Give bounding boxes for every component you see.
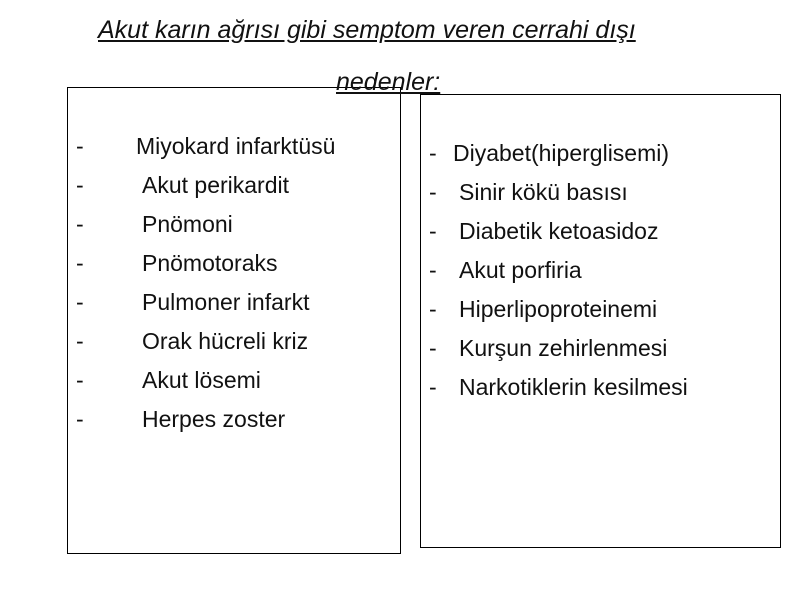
right-causes-box (420, 94, 781, 548)
bullet-dash: - (429, 140, 437, 166)
bullet-dash: - (429, 335, 437, 361)
list-item-text: Pulmoner infarkt (142, 289, 310, 315)
bullet-dash: - (76, 211, 84, 237)
list-item-text: Orak hücreli kriz (142, 328, 309, 354)
list-item-text: Hiperlipoproteinemi (459, 296, 658, 322)
bullet-dash: - (429, 179, 437, 205)
list-item-text: Narkotiklerin kesilmesi (459, 374, 688, 400)
bullet-dash: - (76, 328, 84, 354)
list-item-text: Kurşun zehirlenmesi (459, 335, 668, 361)
bullet-dash: - (429, 374, 437, 400)
list-item-text: Akut perikardit (142, 172, 290, 198)
bullet-dash: - (429, 296, 437, 322)
list-item-text: Akut lösemi (142, 367, 261, 393)
list-item-text: Diabetik ketoasidoz (459, 218, 659, 244)
list-item-text: Miyokard infarktüsü (136, 133, 336, 159)
list-item-text: Akut porfiria (459, 257, 582, 283)
list-item-text: Pnömotoraks (142, 250, 278, 276)
slide-title-line-1: Akut karın ağrısı gibi semptom veren cerrahi dışı (98, 16, 636, 44)
bullet-dash: - (76, 133, 84, 159)
list-item-text: Diyabet(hiperglisemi) (453, 140, 670, 166)
left-causes-box (67, 87, 401, 554)
bullet-dash: - (76, 250, 84, 276)
list-item-text: Herpes zoster (142, 406, 286, 432)
list-item-text: Sinir kökü basısı (459, 179, 628, 205)
bullet-dash: - (76, 289, 84, 315)
bullet-dash: - (429, 257, 437, 283)
bullet-dash: - (76, 367, 84, 393)
slide-title-line-2: nedenler: (336, 68, 441, 96)
bullet-dash: - (76, 172, 84, 198)
list-item-text: Pnömoni (142, 211, 233, 237)
bullet-dash: - (76, 406, 84, 432)
bullet-dash: - (429, 218, 437, 244)
